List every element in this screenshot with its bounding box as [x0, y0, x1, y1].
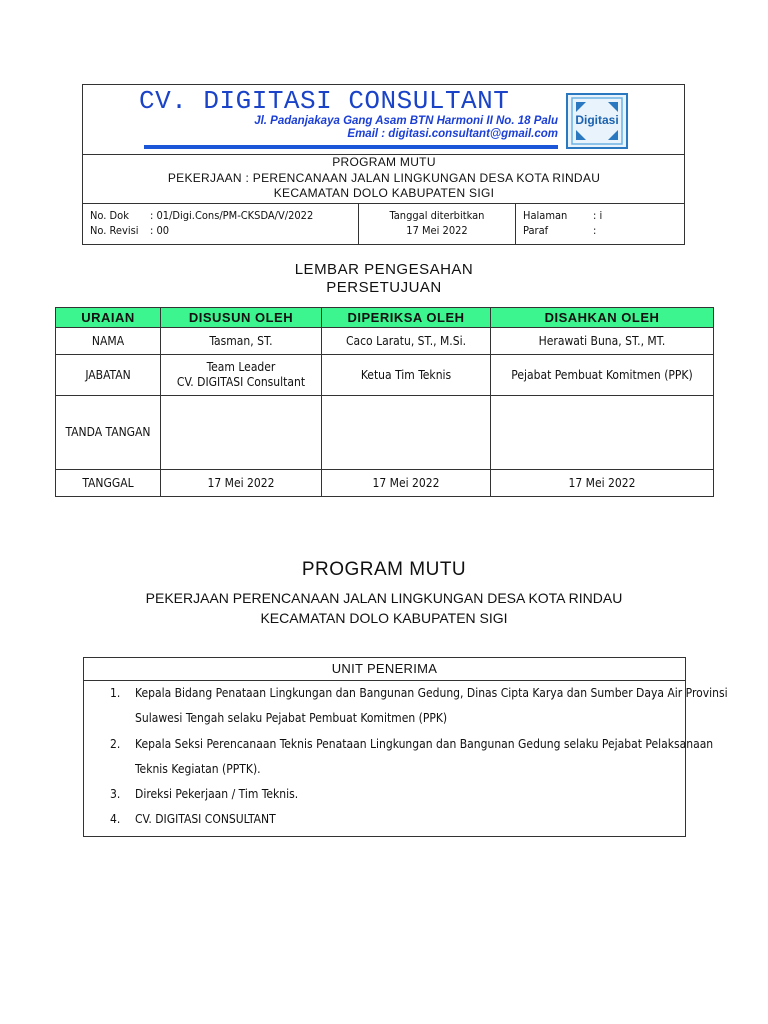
list-item-number: 3.: [110, 787, 121, 801]
company-logo: [566, 93, 628, 149]
list-item-number: 1.: [110, 686, 121, 700]
program-mutu-line1: PEKERJAAN PERENCANAAN JALAN LINGKUNGAN DESA KOTA RINDAU: [145, 590, 623, 606]
jabatan-disahkan: Pejabat Pembuat Komitmen (PPK): [511, 367, 693, 382]
halaman-label: Halaman: [523, 209, 568, 222]
row-label-nama: NAMA: [91, 333, 125, 348]
jabatan-disusun-line1: Team Leader: [206, 360, 276, 374]
list-item-text: CV. DIGITASI CONSULTANT: [135, 812, 276, 826]
program-mutu-title: PROGRAM MUTU: [301, 559, 467, 580]
row-label-tanggal: TANGGAL: [82, 475, 134, 490]
company-email: Email : digitasi.consultant@gmail.com: [347, 128, 558, 140]
logo-text: Digitasi: [575, 113, 619, 127]
nama-disahkan: Herawati Buna, ST., MT.: [538, 333, 666, 348]
column-header-uraian: URAIAN: [81, 310, 135, 325]
column-header-disahkan: DISAHKAN OLEH: [544, 310, 660, 325]
company-address: Jl. Padanjakaya Gang Asam BTN Harmoni II No. 18 Palu: [254, 115, 558, 127]
jabatan-disusun: [161, 355, 321, 395]
list-item-text: Sulawesi Tengah selaku Pejabat Pembuat Komitmen (PPK): [135, 711, 448, 725]
divider: [515, 203, 516, 244]
no-revisi-value: : 00: [150, 224, 170, 237]
column-header-disusun: DISUSUN OLEH: [188, 310, 294, 325]
program-mutu-line2: KECAMATAN DOLO KABUPATEN SIGI: [260, 610, 508, 626]
list-item-number: 2.: [110, 737, 121, 751]
list-item-text: Teknis Kegiatan (PPTK).: [135, 762, 261, 776]
row-label-tanda-tangan: TANDA TANGAN: [65, 425, 151, 439]
no-dok-label: No. Dok: [90, 209, 129, 222]
company-name: CV. DIGITASI CONSULTANT: [139, 86, 510, 116]
halaman-value: : i: [593, 209, 603, 222]
tanggal-disahkan: 17 Mei 2022: [568, 475, 636, 490]
unit-penerima-title: UNIT PENERIMA: [331, 661, 438, 676]
row-label-jabatan: JABATAN: [85, 367, 131, 382]
job-title-line1: PEKERJAAN : PERENCANAAN JALAN LINGKUNGAN DESA KOTA RINDAU: [167, 171, 601, 185]
tanggal-label: Tanggal diterbitkan: [389, 209, 485, 222]
approval-subtitle: PERSETUJUAN: [326, 279, 442, 296]
tanggal-value: 17 Mei 2022: [406, 224, 468, 237]
tanggal-disusun: 17 Mei 2022: [207, 475, 275, 490]
list-item-text: Kepala Bidang Penataan Lingkungan dan Bangunan Gedung, Dinas Cipta Karya dan Sumber Daya Air Provinsi: [135, 686, 728, 700]
jabatan-diperiksa: Ketua Tim Teknis: [360, 367, 452, 382]
header-underline: [144, 145, 558, 149]
paraf-label: Paraf: [523, 224, 549, 237]
approval-title: LEMBAR PENGESAHAN: [294, 261, 474, 278]
program-title: PROGRAM MUTU: [332, 155, 436, 169]
jabatan-disusun-line2: CV. DIGITASI Consultant: [176, 375, 306, 389]
list-item-text: Direksi Pekerjaan / Tim Teknis.: [135, 787, 299, 801]
job-title-line2: KECAMATAN DOLO KABUPATEN SIGI: [273, 186, 495, 200]
no-revisi-label: No. Revisi: [90, 224, 139, 237]
no-dok-value: : 01/Digi.Cons/PM-CKSDA/V/2022: [150, 209, 314, 222]
divider: [84, 680, 685, 681]
divider: [83, 203, 684, 204]
nama-disusun: Tasman, ST.: [209, 333, 273, 348]
list-item-text: Kepala Seksi Perencanaan Teknis Penataan Lingkungan dan Bangunan Gedung selaku Pejabat Pelaksanaan: [135, 737, 714, 751]
paraf-value: :: [593, 224, 597, 237]
list-item-number: 4.: [110, 812, 121, 826]
nama-diperiksa: Caco Laratu, ST., M.Si.: [345, 333, 467, 348]
tanggal-diperiksa: 17 Mei 2022: [372, 475, 440, 490]
column-header-diperiksa: DIPERIKSA OLEH: [347, 310, 465, 325]
